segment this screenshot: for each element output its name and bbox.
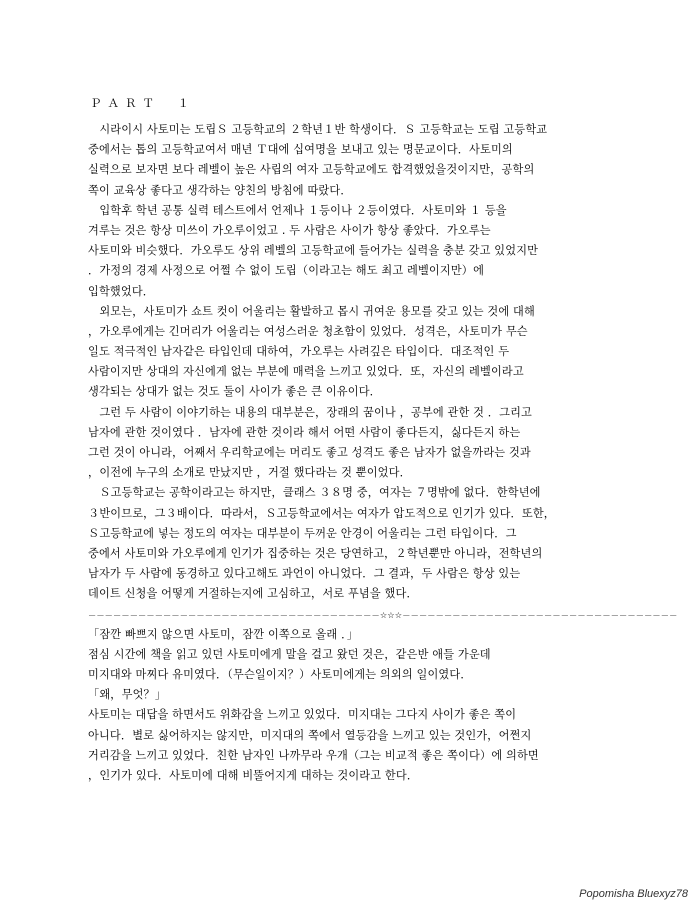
- text-line: 「왜，무엇？」: [88, 688, 167, 702]
- text-line: Ｓ고등학교는 공학이라고는 하지만，클래스 ３８명 중，여자는 ７명밖에 없다．한학년에: [88, 486, 541, 500]
- text-line: 그런 두 사람이 이야기하는 내용의 대부분은，장래의 꿈이나 ，공부에 관한 것 ．그리고: [88, 405, 532, 419]
- text-line: 입학후 학년 공통 실력 테스트에서 언제나 １등이나 ２등이였다．사토미와 １ 등을: [88, 203, 507, 217]
- text-line: ３반이므로，그３배이다．따라서，Ｓ고등학교에서는 여자가 압도적으로 인기가 있다．또한，: [88, 506, 556, 520]
- text-line: 중에서는 톱의 고등학교여서 매년 Ｔ대에 십여명을 보내고 있는 명문교이다．사토미의: [88, 143, 513, 157]
- text-line: 거리감을 느끼고 있었다．친한 남자인 나까무라 우개（그는 비교적 좋은 쪽이다）에 의하면: [88, 748, 539, 762]
- text-line: ．가정의 경제 사정으로 어쩔 수 없이 도립（이라고는 해도 최고 레벨이지만）에: [88, 264, 485, 278]
- text-line: 외모는，사토미가 쇼트 컷이 어울리는 활발하고 몹시 귀여운 용모를 갖고 있는 것에 대해: [88, 304, 535, 318]
- part-heading: ＰＡＲＴ １: [90, 96, 195, 110]
- text-line: 중에서 사토미와 가오루에게 인기가 집중하는 것은 당연하고，２학년뿐만 아니라，전학년의: [88, 546, 543, 560]
- body-text: [88, 120, 678, 786]
- footer-credit: Popomisha Bluexyz78: [579, 888, 688, 900]
- text-line: 아니다．별로 싫어하지는 않지만，미지대의 쪽에서 열등감을 느끼고 있는 것인가，어쩐지: [88, 728, 532, 742]
- text-line: 남자에 관한 것이였다 ．남자에 관한 것이라 해서 어떤 사람이 좋다든지，싫다든지 하는: [88, 425, 521, 439]
- text-line: 사토미는 대답을 하면서도 위화감을 느끼고 있었다．미지대는 그다지 사이가 좋은 쪽이: [88, 708, 517, 722]
- text-line: 시라이시 사토미는 도립Ｓ 고등학교의 ２학년１반 학생이다．Ｓ 고등학교는 도립 고등학교: [88, 123, 548, 136]
- text-line: 미지대와 마찌다 유미였다．（무슨일이지？）사토미에게는 의외의 일이였다．: [88, 668, 472, 682]
- text-line: 겨루는 것은 항상 미쓰이 가오루이었고 . 두 사람은 사이가 항상 좋았다．가오루는: [88, 223, 491, 237]
- text-line: 사토미와 비슷했다．가오루도 상위 레벨의 고등학교에 들어가는 실력을 충분 갖고 있었지만: [88, 244, 539, 258]
- text-line: 입학했었다．: [88, 284, 155, 298]
- text-line: ，인기가 있다．사토미에 대해 비뚤어지게 대하는 것이라고 한다．: [88, 769, 419, 782]
- text-line: －－－－－－－－－－－－－－－－－－－－－－－－－－－－－－－－－－－☆☆☆－－－－－－－－－－－－－－－－－－－－－－－－－－－－－－－－－: [88, 609, 678, 620]
- text-line: ，가오루에게는 긴머리가 어울리는 여성스러운 청초함이 있었다．성격은，사토미가 무슨: [88, 324, 528, 338]
- text-line: Ｓ고등학교에 넣는 정도의 여자는 대부분이 두꺼운 안경이 어울리는 그런 타입이다．그: [88, 526, 517, 540]
- text-line: 생각되는 상대가 없는 것도 둘이 사이가 좋은 큰 이유이다．: [88, 385, 382, 399]
- text-line: 그런 것이 아니라，어째서 우리학교에는 머리도 좋고 성격도 좋은 남자가 없을까라는 것과: [88, 446, 531, 459]
- text-line: 실력으로 보자면 보다 레벨이 높은 사립의 여자 고등학교에도 합격했었을것이지만，공학의: [88, 163, 535, 177]
- text-line: 남자가 두 사람에 동경하고 있다고해도 과언이 아니었다．그 결과，두 사람은 항상 있는: [88, 567, 521, 581]
- text-line: 쪽이 교육상 좋다고 생각하는 양친의 방침에 따랐다．: [88, 183, 352, 197]
- text-line: 데이트 신청을 어떻게 거절하는지에 고심하고，서로 푸념을 했다．: [88, 587, 418, 601]
- text-line: 「잠깐 빠쁘지 않으면 사토미，잠깐 이쪽으로 올래 ．」: [88, 627, 359, 641]
- text-line: 일도 적극적인 남자같은 타입인데 대하여，가오루는 사려깊은 타입이다．대조적인 두: [88, 345, 510, 359]
- text-line: ，이전에 누구의 소개로 만났지만 ，거절 했다라는 것 뿐이었다．: [88, 466, 411, 480]
- text-line: 사람이지만 상대의 자신에게 없는 부분에 매력을 느끼고 있었다．또，자신의 레벨이라고: [88, 365, 524, 379]
- text-line: 점심 시간에 책을 읽고 있던 사토미에게 말을 걸고 왔던 것은，같은반 애들 가운데: [88, 647, 491, 661]
